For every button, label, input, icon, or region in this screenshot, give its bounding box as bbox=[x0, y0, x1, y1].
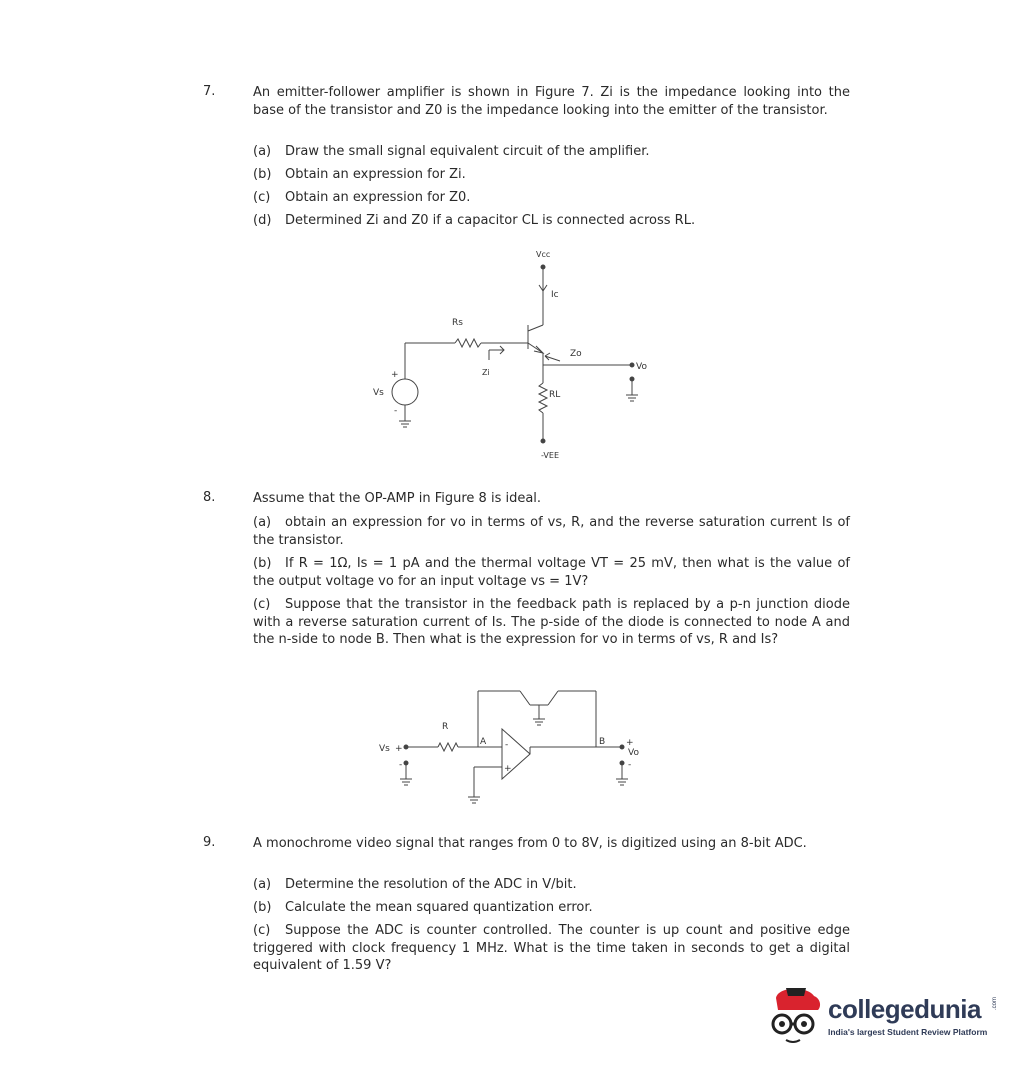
fig8-node-b: B bbox=[599, 737, 606, 747]
collegedunia-logo-icon bbox=[768, 984, 828, 1050]
q9-part-c-text: Suppose the ADC is counter controlled. The counter is up count and positive edge triggered with clock frequency 1 MHz. What is the time taken in seconds to get a digital equivalent of 1.59 V? bbox=[253, 923, 850, 973]
q8-part-b bbox=[253, 555, 850, 590]
fig7-zi-label: Zi bbox=[482, 368, 490, 377]
q7-part-b-tag: (b) bbox=[253, 167, 272, 182]
q7-part-b bbox=[253, 166, 850, 184]
fig7-rs-label: Rs bbox=[452, 318, 463, 328]
q8-part-c bbox=[253, 596, 850, 649]
q8-part-a-text: obtain an expression for vo in terms of vs, R, and the reverse saturation current Is of the transistor. bbox=[253, 515, 850, 548]
fig8-node-a: A bbox=[480, 737, 487, 747]
q7-intro: An emitter-follower amplifier is shown in Figure 7. Zi is the impedance looking into the base of the transistor and Z0 is the impedance looking into the emitter of the transistor. bbox=[253, 85, 850, 118]
q9-part-b-text: Calculate the mean squared quantization error. bbox=[285, 900, 593, 915]
fig8-opamp-plus: + bbox=[504, 764, 512, 774]
fig7-vee-label: -VEE bbox=[541, 451, 559, 460]
q7-part-c bbox=[253, 189, 850, 207]
fig7-vs-label: Vs bbox=[373, 388, 384, 398]
fig8-vo-label: Vo bbox=[628, 748, 639, 758]
figure-8-opamp bbox=[370, 683, 660, 813]
q8-part-a bbox=[253, 514, 850, 549]
fig8-r-label: R bbox=[442, 722, 449, 732]
q8-number: 8. bbox=[203, 490, 216, 505]
q7-part-c-text: Obtain an expression for Z0. bbox=[285, 190, 471, 205]
q7-part-b-text: Obtain an expression for Zi. bbox=[285, 167, 466, 182]
fig7-vs-plus: + bbox=[391, 370, 399, 380]
q7-part-c-tag: (c) bbox=[253, 190, 271, 205]
q9-part-c bbox=[253, 922, 850, 975]
q9-number: 9. bbox=[203, 835, 216, 850]
q8-part-b-text: If R = 1Ω, Is = 1 pA and the thermal voltage VT = 25 mV, then what is the value of the output voltage vo for an input voltage vs = 1V? bbox=[253, 556, 850, 589]
q7-number: 7. bbox=[203, 84, 216, 99]
q7-part-d-text: Determined Zi and Z0 if a capacitor CL is connected across RL. bbox=[285, 213, 696, 228]
q9-part-b bbox=[253, 899, 850, 917]
q7-part-a bbox=[253, 143, 850, 161]
q9-part-c-tag: (c) bbox=[253, 923, 271, 938]
q9-part-a bbox=[253, 876, 850, 894]
q7-part-d bbox=[253, 212, 850, 230]
q9-part-a-text: Determine the resolution of the ADC in V/bit. bbox=[285, 877, 577, 892]
fig7-vcc-label: Vcc bbox=[536, 250, 551, 259]
fig8-vo-plus: + bbox=[626, 738, 634, 748]
fig8-vo-minus: - bbox=[628, 760, 632, 770]
q7-part-a-tag: (a) bbox=[253, 144, 272, 159]
brand-tagline: India's largest Student Review Platform bbox=[828, 1027, 988, 1037]
q9-part-b-tag: (b) bbox=[253, 900, 272, 915]
fig7-vo-label: Vo bbox=[636, 362, 647, 372]
fig8-vs-plus: + bbox=[395, 744, 403, 754]
figure-7-emitter-follower bbox=[360, 245, 660, 465]
fig7-ic-label: Ic bbox=[551, 290, 559, 300]
q8-part-c-tag: (c) bbox=[253, 597, 271, 612]
q9-part-a-tag: (a) bbox=[253, 877, 272, 892]
q8-part-b-tag: (b) bbox=[253, 556, 272, 571]
q7-part-d-tag: (d) bbox=[253, 213, 272, 228]
q8-intro: Assume that the OP-AMP in Figure 8 is ideal. bbox=[253, 491, 542, 506]
q7-part-a-text: Draw the small signal equivalent circuit of the amplifier. bbox=[285, 144, 650, 159]
fig8-vs-minus: - bbox=[399, 760, 403, 770]
fig7-vs-minus: - bbox=[394, 406, 398, 416]
brand-suffix: .com bbox=[992, 996, 998, 1010]
q8-part-c-text: Suppose that the transistor in the feedback path is replaced by a p-n junction diode with a reverse saturation current of Is. The p-side of the diode is connected to node A and the n-side to node B. Then what is the expression for vo in terms of vs, R and Is? bbox=[253, 597, 850, 647]
q8-part-a-tag: (a) bbox=[253, 515, 272, 530]
fig8-opamp-minus: - bbox=[505, 740, 509, 750]
brand-name: collegedunia bbox=[828, 994, 981, 1024]
fig7-rl-label: RL bbox=[549, 390, 561, 400]
fig7-zo-label: Zo bbox=[570, 349, 582, 359]
q9-intro: A monochrome video signal that ranges from 0 to 8V, is digitized using an 8-bit ADC. bbox=[253, 836, 807, 851]
fig8-vs-label: Vs bbox=[379, 744, 390, 754]
